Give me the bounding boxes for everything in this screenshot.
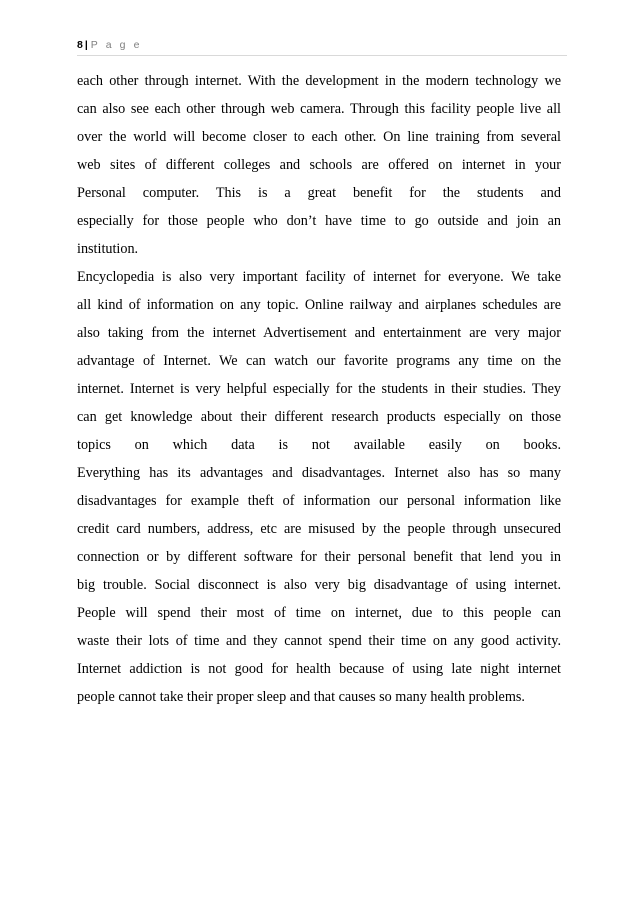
text-line: can also see each other through web camera. Through this facility people live all <box>77 101 561 117</box>
text-line: Internet addiction is not good for health because of using late night internet <box>77 661 561 677</box>
text-line: advantage of Internet. We can watch our favorite programs any time on the <box>77 353 561 369</box>
text-line: Encyclopedia is also very important facility of internet for everyone. We take <box>77 269 561 285</box>
text-line: disadvantages for example theft of information our personal information like <box>77 493 561 509</box>
text-line: web sites of different colleges and schools are offered on internet in your <box>77 157 561 173</box>
text-line: Personal computer. This is a great benefit for the students and <box>77 185 561 201</box>
header-divider <box>77 55 567 56</box>
text-line: people cannot take their proper sleep and that causes so many health problems. <box>77 689 525 705</box>
page-number: 8 <box>77 39 83 51</box>
text-line: People will spend their most of time on internet, due to this people can <box>77 605 561 621</box>
text-line: internet. Internet is very helpful especially for the students in their studies. They <box>77 381 561 397</box>
text-line: each other through internet. With the development in the modern technology we <box>77 73 561 89</box>
text-line: connection or by different software for their personal benefit that lend you in <box>77 549 561 565</box>
text-line: waste their lots of time and they cannot spend their time on any good activity. <box>77 633 561 649</box>
text-line: institution. <box>77 241 139 257</box>
text-line: all kind of information on any topic. Online railway and airplanes schedules are <box>77 297 561 313</box>
text-line: big trouble. Social disconnect is also very big disadvantage of using internet. <box>77 577 561 593</box>
body-text <box>77 67 561 711</box>
text-line: credit card numbers, address, etc are misused by the people through unsecured <box>77 521 561 537</box>
text-line: topics on which data is not available easily on books. <box>77 437 561 453</box>
text-line: over the world will become closer to each other. On line training from several <box>77 129 561 145</box>
header-separator: | <box>84 39 88 51</box>
text-line: also taking from the internet Advertisement and entertainment are very major <box>77 325 561 341</box>
page-header <box>77 38 567 52</box>
page-label: P a g e <box>90 39 143 51</box>
text-line: especially for those people who don’t have time to go outside and join an <box>77 213 561 229</box>
text-line: can get knowledge about their different research products especially on those <box>77 409 561 425</box>
text-line: Everything has its advantages and disadvantages. Internet also has so many <box>77 465 561 481</box>
